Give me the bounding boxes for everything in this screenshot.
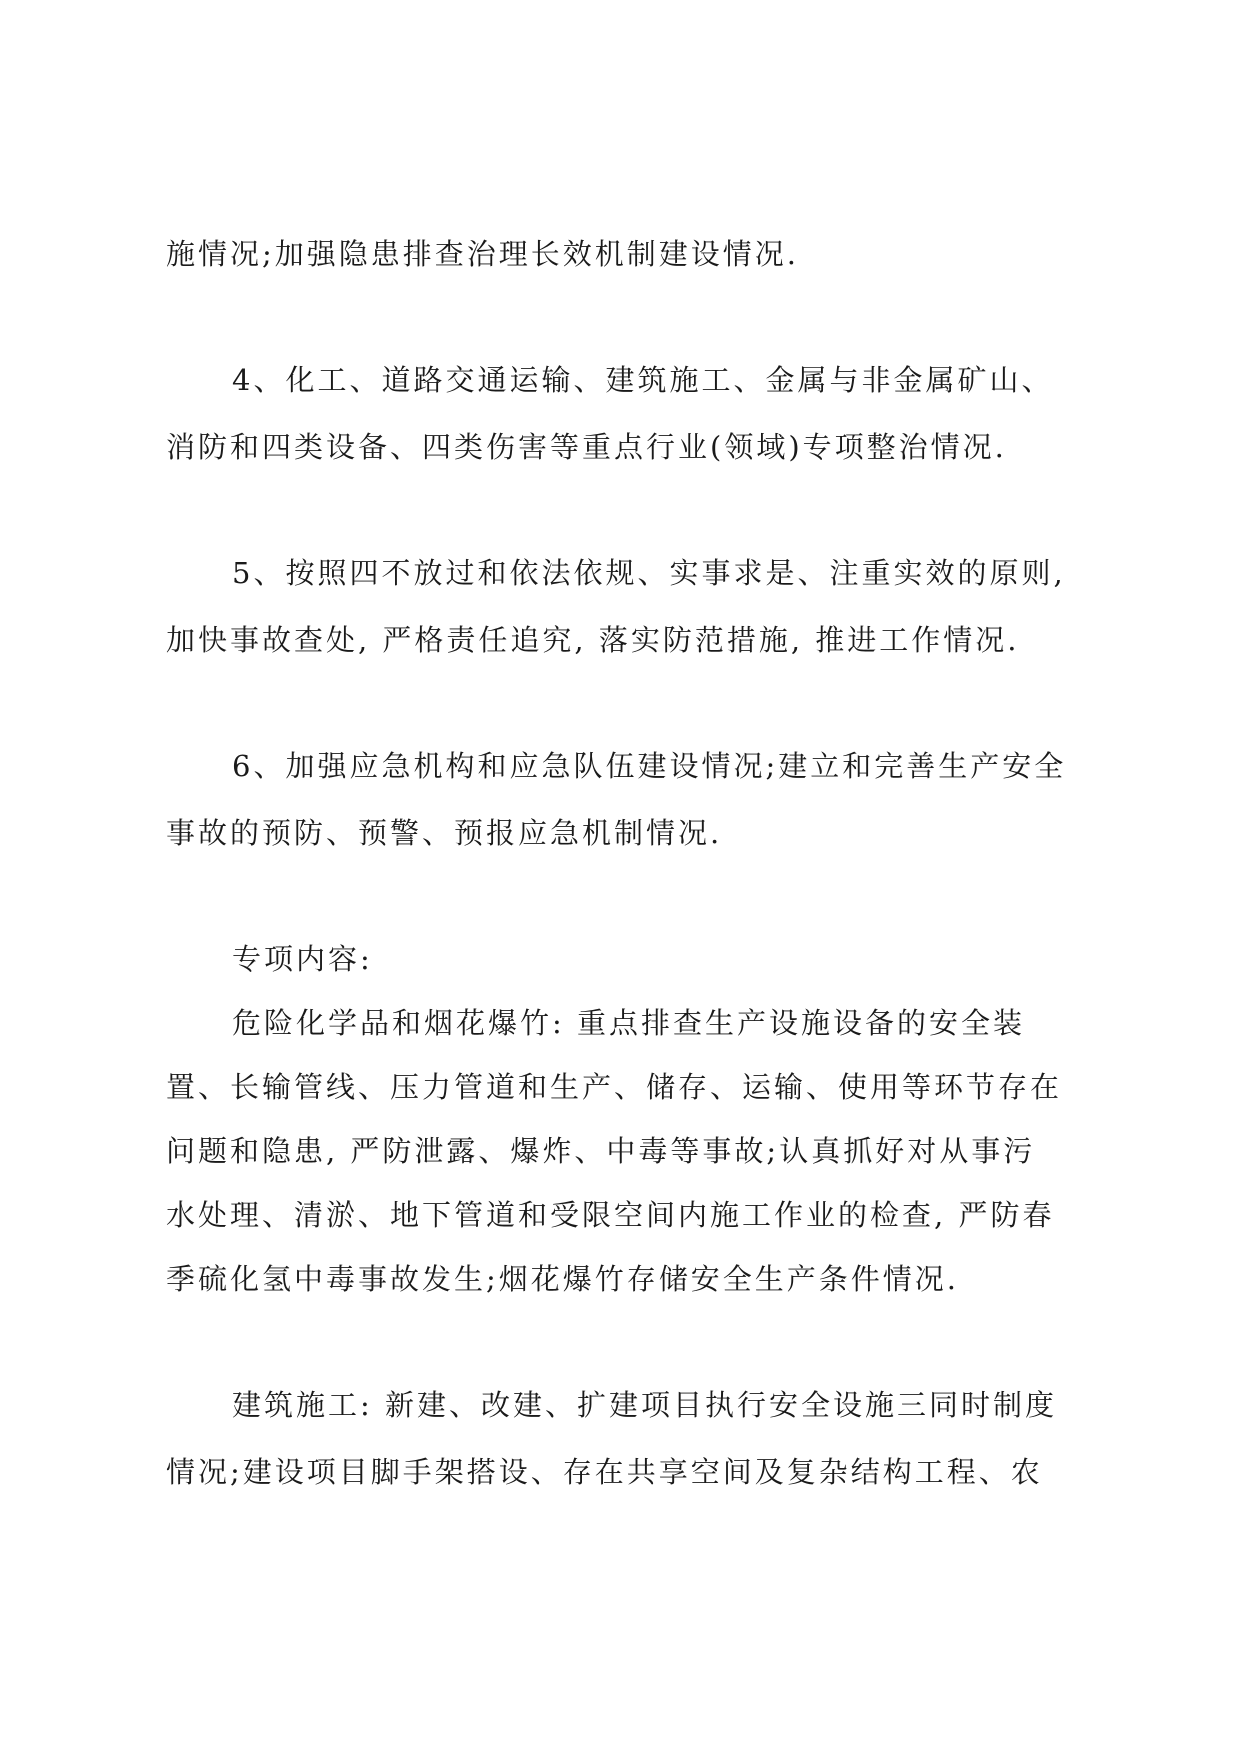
- text-line: 4、化工、道路交通运输、建筑施工、金属与非金属矿山、: [232, 363, 1054, 397]
- text-line: 5、按照四不放过和依法依规、实事求是、注重实效的原则,: [232, 556, 1066, 590]
- text-line: 建筑施工: 新建、改建、扩建项目执行安全设施三同时制度: [232, 1388, 1057, 1422]
- text-line: 问题和隐患, 严防泄露、爆炸、中毒等事故;认真抓好对从事污: [166, 1134, 1036, 1168]
- text-line: 季硫化氢中毒事故发生;烟花爆竹存储安全生产条件情况.: [166, 1262, 959, 1296]
- text-line: 情况;建设项目脚手架搭设、存在共享空间及复杂结构工程、农: [166, 1455, 1043, 1489]
- text-line: 事故的预防、预警、预报应急机制情况.: [166, 816, 723, 850]
- text-line: 6、加强应急机构和应急队伍建设情况;建立和完善生产安全: [232, 749, 1067, 783]
- text-line: 加快事故查处, 严格责任追究, 落实防范措施, 推进工作情况.: [166, 623, 1020, 657]
- text-line: 危险化学品和烟花爆竹: 重点排查生产设施设备的安全装: [232, 1006, 1025, 1040]
- text-line: 置、长输管线、压力管道和生产、储存、运输、使用等环节存在: [166, 1070, 1063, 1104]
- text-line: 消防和四类设备、四类伤害等重点行业(领域)专项整治情况.: [166, 430, 1007, 464]
- section-heading: 专项内容:: [232, 942, 373, 976]
- text-line: 水处理、清淤、地下管道和受限空间内施工作业的检查, 严防春: [166, 1198, 1055, 1232]
- text-line: 施情况;加强隐患排查治理长效机制建设情况.: [166, 237, 799, 271]
